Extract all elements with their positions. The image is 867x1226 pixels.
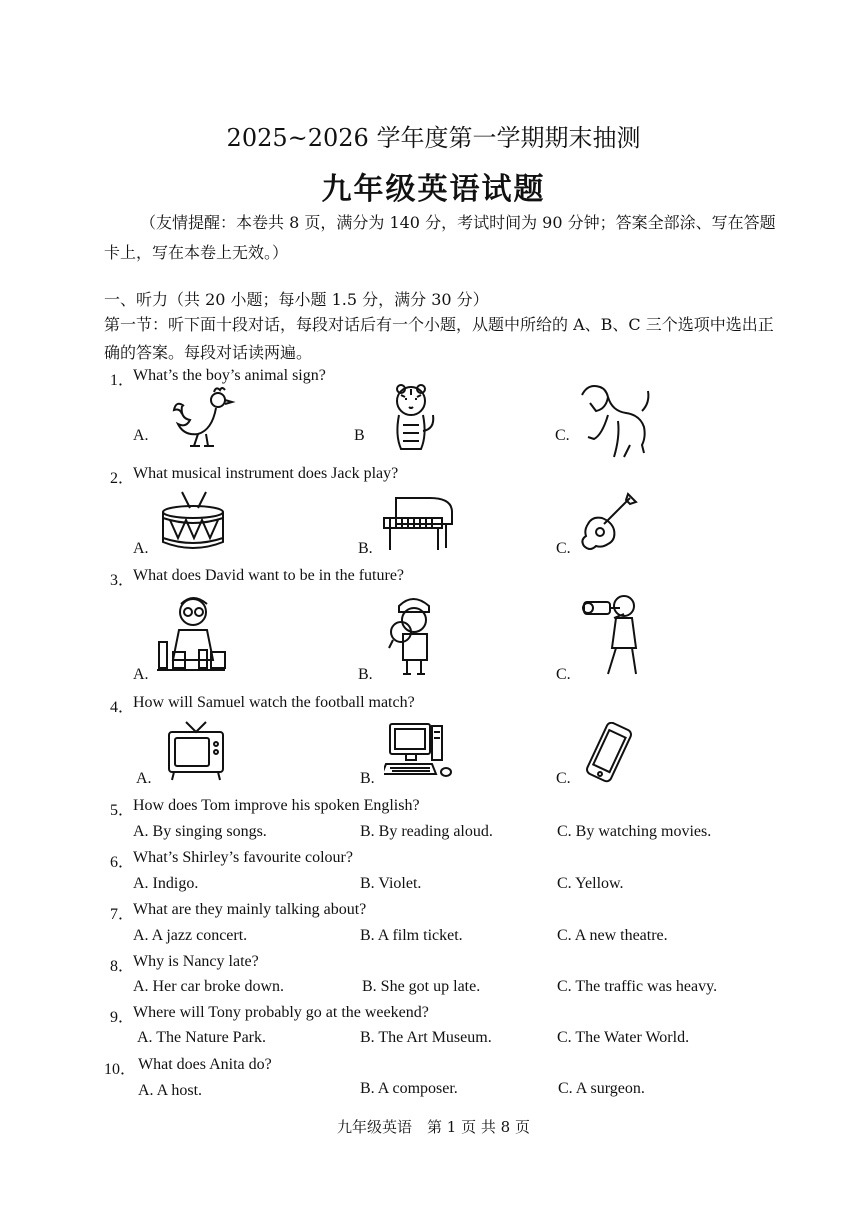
drum-icon (160, 490, 226, 552)
question-text: How does Tom improve his spoken English? (133, 797, 420, 814)
detective-icon (385, 592, 443, 678)
piano-icon (380, 494, 456, 552)
horse-icon (578, 381, 652, 459)
option-label: C. (556, 666, 571, 683)
option-b: B. By reading aloud. (360, 823, 493, 840)
part1-heading: 一、听力（共 20 小题；每小题 1.5 分，满分 30 分） (104, 290, 489, 309)
question-number: 2． (110, 470, 135, 487)
question-text: How will Samuel watch the football match? (133, 694, 415, 711)
question-text: What does David want to be in the future? (133, 567, 405, 584)
option-label: C. (555, 427, 570, 444)
question-number: 10． (104, 1061, 137, 1078)
rooster-icon (170, 386, 240, 452)
option-c: C. The Water World. (557, 1029, 690, 1046)
question-number: 5． (110, 802, 135, 819)
exam-tip: （友情提醒：本卷共 8 页，满分为 140 分，考试时间为 90 分钟；答案全部涂、写在答题卡上，写在本卷上无效。） (104, 213, 776, 262)
option-label: A. (133, 540, 149, 557)
exam-title: 九年级英语试题 (321, 172, 546, 207)
option-a: A. A jazz concert. (133, 927, 248, 944)
phone-icon (582, 722, 636, 784)
option-b: B. Violet. (360, 875, 422, 892)
page-footer: 九年级英语 第 1 页 共 8 页 (337, 1118, 530, 1136)
option-c: C. The traffic was heavy. (557, 978, 718, 995)
question-number: 1． (110, 372, 135, 389)
option-label: A. (136, 770, 152, 787)
option-b: B. A composer. (360, 1080, 458, 1097)
question-text: What’s the boy’s animal sign? (133, 367, 326, 384)
option-a: A. The Nature Park. (137, 1029, 266, 1046)
option-b: B. She got up late. (362, 978, 481, 995)
photographer-icon (580, 592, 644, 678)
option-c: C. A new theatre. (557, 927, 668, 944)
option-label: B. (358, 666, 373, 683)
part1-instruction: 第一节：听下面十段对话，每段对话后有一个小题，从题中所给的 A、B、C 三个选项中选出正确的答案。每段对话读两遍。 (104, 315, 774, 362)
tiger-icon (383, 381, 439, 455)
option-label: B. (360, 770, 375, 787)
option-label: A. (133, 427, 149, 444)
option-c: C. By watching movies. (557, 823, 712, 840)
question-number: 4． (110, 699, 135, 716)
question-text: What are they mainly talking about? (133, 901, 367, 918)
question-text: What’s Shirley’s favourite colour? (133, 849, 353, 866)
option-label: A. (133, 666, 149, 683)
question-number: 6． (110, 854, 135, 871)
option-c: C. Yellow. (557, 875, 624, 892)
question-number: 9． (110, 1009, 135, 1026)
option-label: B. (358, 540, 373, 557)
question-number: 7． (110, 906, 135, 923)
question-number: 8． (110, 958, 135, 975)
question-text: What musical instrument does Jack play? (133, 465, 399, 482)
tv-icon (166, 720, 226, 782)
option-b: B. The Art Museum. (360, 1029, 492, 1046)
question-number: 3． (110, 572, 135, 589)
option-label: C. (556, 540, 571, 557)
option-c: C. A surgeon. (558, 1080, 645, 1097)
option-label: C. (556, 770, 571, 787)
guitar-icon (580, 490, 640, 552)
option-a: A. By singing songs. (133, 823, 267, 840)
option-b: B. A film ticket. (360, 927, 463, 944)
computer-icon (384, 722, 454, 780)
question-text: Why is Nancy late? (133, 953, 259, 970)
exam-title-year: 2025~2026 学年度第一学期期末抽测 (226, 124, 641, 152)
scientist-icon (155, 592, 227, 676)
option-a: A. Indigo. (133, 875, 199, 892)
option-label: B (354, 427, 365, 444)
question-text: Where will Tony probably go at the weekend? (133, 1004, 429, 1021)
option-a: A. Her car broke down. (133, 978, 285, 995)
option-a: A. A host. (138, 1082, 203, 1099)
question-text: What does Anita do? (138, 1056, 272, 1073)
